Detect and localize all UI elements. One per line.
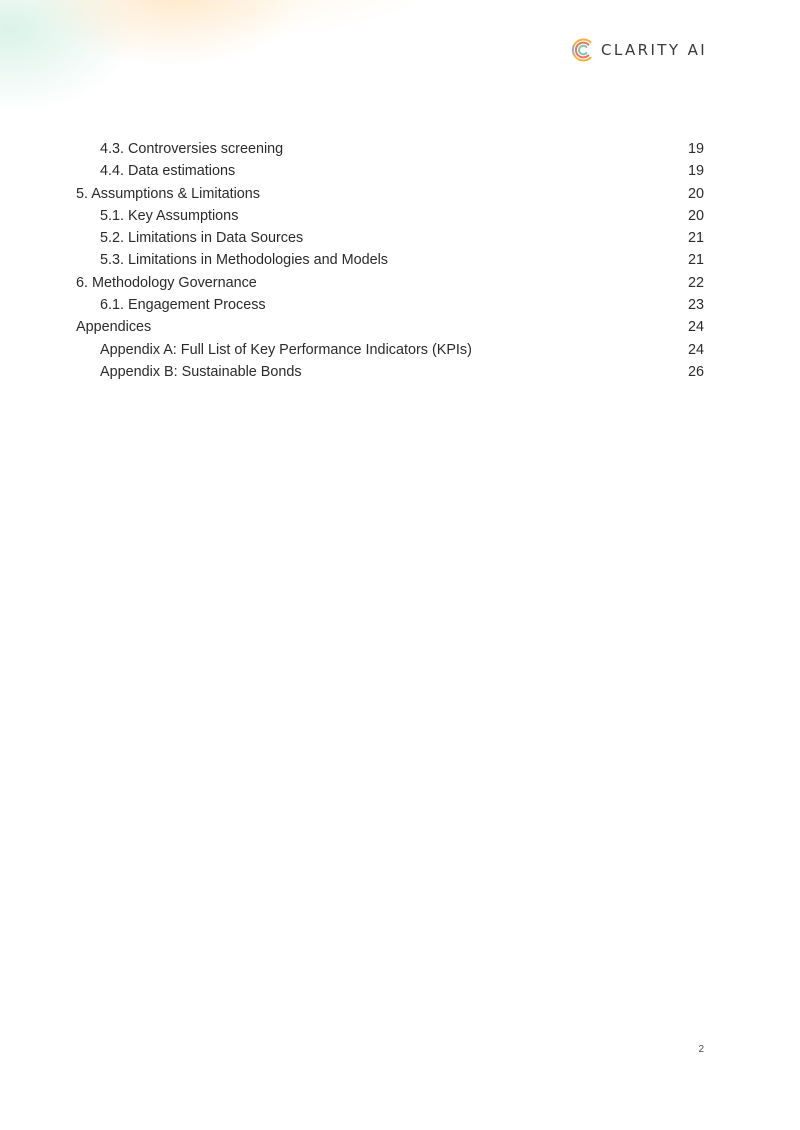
toc-entry-page-number: 22 (687, 274, 704, 291)
toc-entry[interactable] (76, 227, 704, 249)
toc-entry-page-number: 24 (687, 319, 704, 336)
toc-entry-page-number: 26 (687, 363, 704, 380)
toc-entry[interactable] (76, 183, 704, 205)
toc-entry-page-number: 23 (687, 297, 704, 314)
toc-entry-title: Appendices (76, 319, 152, 336)
table-of-contents (76, 138, 704, 383)
toc-entry[interactable] (76, 272, 704, 294)
toc-entry-title: 5.3. Limitations in Methodologies and Models (100, 252, 388, 269)
brand-logo (570, 36, 707, 64)
toc-entry-title: 5.1. Key Assumptions (100, 207, 239, 224)
toc-entry-title: 6. Methodology Governance (76, 274, 257, 291)
toc-entry[interactable] (76, 294, 704, 316)
toc-entry-page-number: 21 (687, 230, 704, 247)
toc-entry-page-number: 20 (687, 185, 704, 202)
toc-entry[interactable] (76, 339, 704, 361)
brand-name: CLARITY AI (601, 41, 708, 59)
toc-entry[interactable] (76, 138, 704, 160)
toc-entry-title: 5.2. Limitations in Data Sources (100, 230, 304, 247)
page-number: 2 (698, 1044, 704, 1055)
toc-entry-page-number: 19 (687, 163, 704, 180)
toc-entry-title: 6.1. Engagement Process (100, 297, 266, 314)
toc-entry-title: Appendix A: Full List of Key Performance Indicators (KPIs) (100, 341, 472, 358)
toc-entry[interactable] (76, 205, 704, 227)
toc-entry-title: 4.3. Controversies screening (100, 141, 284, 157)
clarity-ai-c-logo-icon (570, 37, 596, 63)
toc-entry-title: 4.4. Data estimations (100, 163, 236, 180)
toc-entry-page-number: 19 (687, 141, 704, 157)
toc-entry-title: 5. Assumptions & Limitations (76, 185, 260, 202)
toc-entry[interactable] (76, 249, 704, 271)
toc-entry[interactable] (76, 361, 704, 383)
toc-entry-title: Appendix B: Sustainable Bonds (100, 363, 302, 380)
header-gradient-decoration (0, 0, 460, 140)
toc-entry[interactable] (76, 160, 704, 182)
toc-entry[interactable] (76, 316, 704, 338)
toc-entry-page-number: 24 (687, 341, 704, 358)
toc-entry-page-number: 20 (687, 207, 704, 224)
toc-entry-page-number: 21 (687, 252, 704, 269)
